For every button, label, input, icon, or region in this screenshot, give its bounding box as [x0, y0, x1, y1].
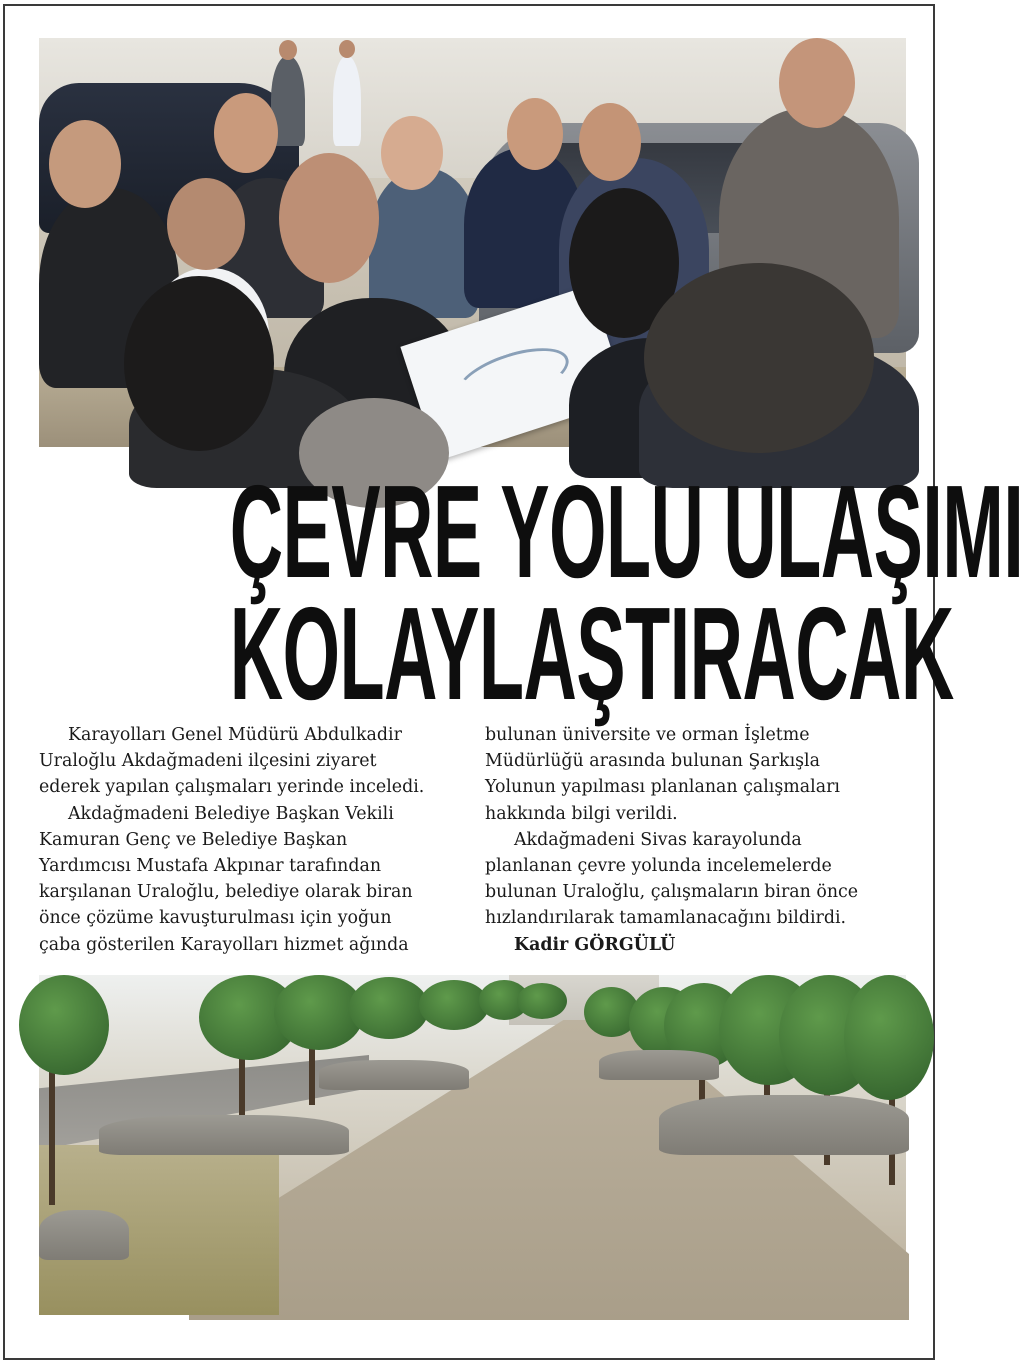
photo-person-head: [339, 40, 355, 58]
photo-rock-pile: [599, 1050, 719, 1080]
article-line: hakkında bilgi verildi.: [485, 803, 678, 824]
photo-person-head: [579, 103, 641, 181]
photo-person-head: [214, 93, 278, 173]
photo-rock-pile: [319, 1060, 469, 1090]
article-line: hızlandırılarak tamamlanacağını bildirdi.: [485, 908, 847, 929]
article-line: Uraloğlu Akdağmadeni ilçesini ziyaret: [39, 751, 377, 772]
article-line: karşılanan Uraloğlu, belediye olarak biran: [39, 882, 413, 903]
article-line: Yolunun yapılması planlanan çalışmaları: [485, 777, 840, 798]
headline-line-2: KOLAYLAŞTIRACAK: [229, 580, 954, 727]
photo-person-head: [124, 276, 274, 451]
photo-person: [369, 168, 479, 318]
photo-tree-trunk: [49, 1065, 55, 1205]
photo-person-head: [507, 98, 563, 170]
photo-person: [333, 56, 361, 146]
headline-line-1: ÇEVRE YOLU ULAŞIMI: [229, 458, 1023, 605]
article-line: Kamuran Genç ve Belediye Başkan: [39, 829, 348, 850]
article-line: çaba gösterilen Karayolları hizmet ağında: [39, 934, 409, 955]
article-line: önce çözüme kavuşturulması için yoğun: [39, 908, 392, 929]
article-line: planlanan çevre yolunda incelemelerde: [485, 856, 832, 877]
photo-tree: [19, 975, 109, 1075]
photo-rock-pile: [39, 1210, 129, 1260]
photo-tree: [349, 977, 429, 1039]
article-line: Akdağmadeni Sivas karayolunda: [514, 829, 802, 850]
photo-rock-pile: [99, 1115, 349, 1155]
photo-person-head: [779, 38, 855, 128]
photo-rock-pile: [659, 1095, 909, 1155]
photo-tree: [844, 975, 934, 1100]
article-line: Karayolları Genel Müdürü Abdulkadir: [68, 725, 402, 745]
photo-person-head: [644, 263, 874, 453]
article-column-left: [39, 722, 444, 958]
article-line: bulunan üniversite ve orman İşletme: [485, 725, 810, 745]
article-line: bulunan Uraloğlu, çalışmaların biran önce: [485, 882, 859, 903]
photo-person-head: [279, 40, 297, 60]
photo-tree: [419, 980, 489, 1030]
author-byline: Kadir GÖRGÜLÜ: [514, 934, 676, 955]
headline: [39, 458, 1023, 727]
photo-person-head: [167, 178, 245, 270]
road-photo: [39, 975, 906, 1314]
photo-person-head: [381, 116, 443, 190]
photo-person-head: [49, 120, 121, 208]
article-line: Yardımcısı Mustafa Akpınar tarafından: [39, 856, 382, 877]
photo-person-head: [279, 153, 379, 283]
photo-tree: [517, 983, 567, 1019]
article-line: Akdağmadeni Belediye Başkan Vekili: [68, 803, 394, 824]
article-line: ederek yapılan çalışmaları yerinde inceledi.: [39, 777, 425, 798]
article-line: Müdürlüğü arasında bulunan Şarkışla: [485, 751, 820, 772]
inspection-photo: [39, 38, 906, 447]
article-column-right: [485, 722, 905, 958]
